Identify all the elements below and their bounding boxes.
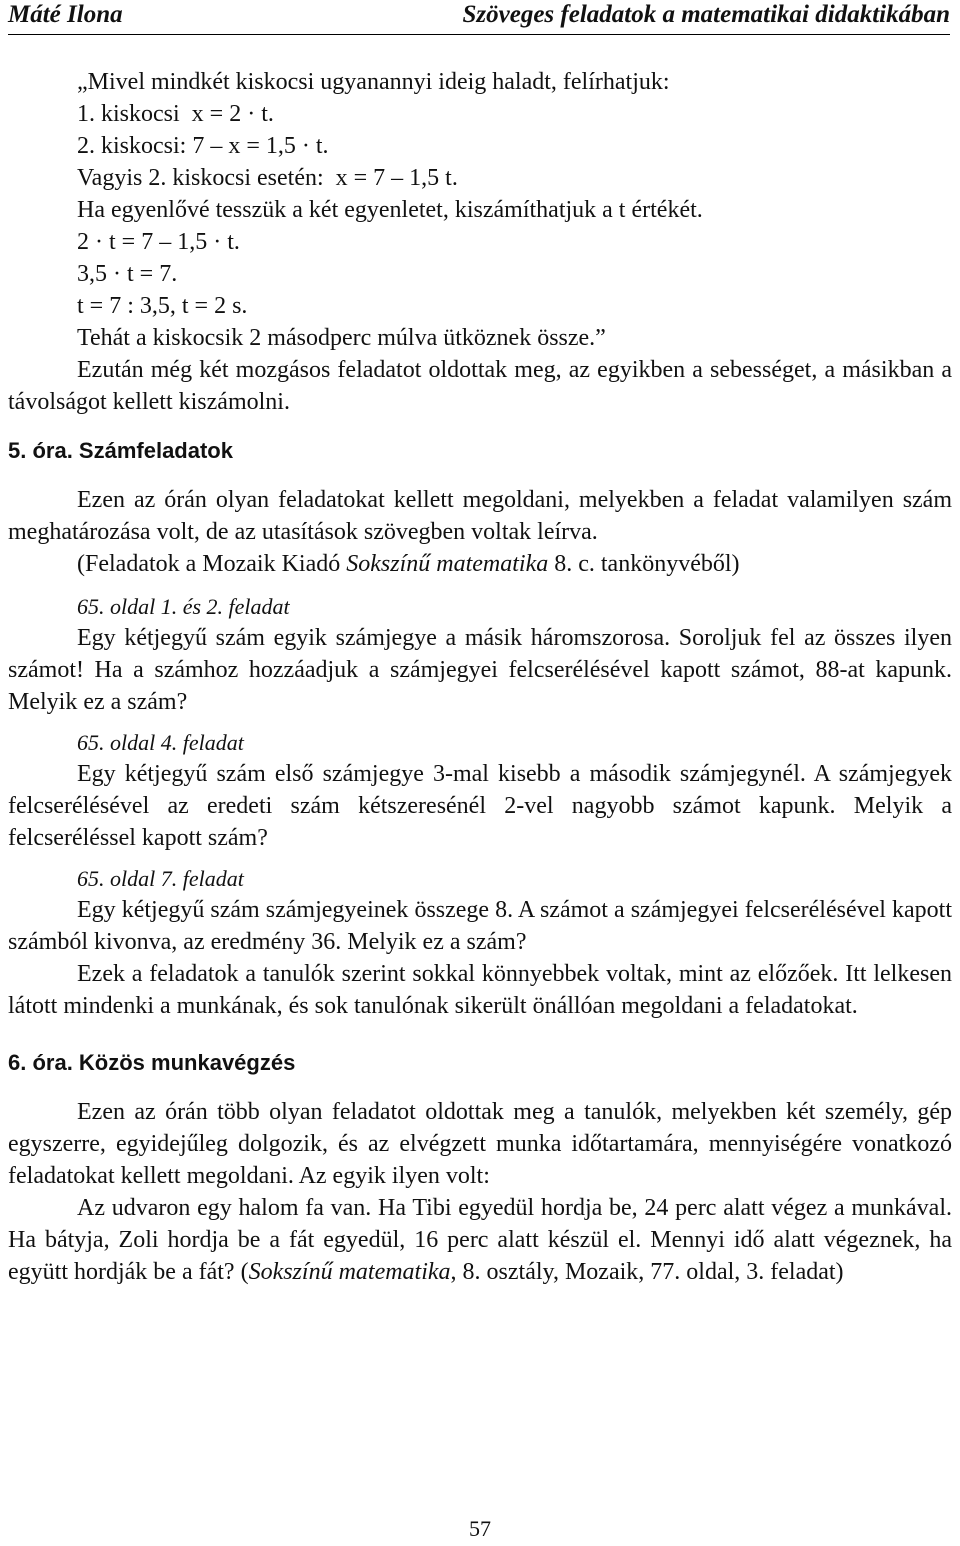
- book-title: Sokszínű matematika: [248, 1259, 451, 1285]
- author-name: Máté Ilona: [8, 1, 123, 28]
- document-title: Szöveges feladatok a matematikai didaktikában: [462, 1, 950, 28]
- section-heading: 5. óra. Számfeladatok: [8, 438, 233, 463]
- page-body: [8, 66, 952, 1288]
- section-heading: 6. óra. Közös munkavégzés: [8, 1050, 296, 1075]
- math-block: [8, 66, 952, 354]
- math-line: Tehát a kiskocsik 2 másodperc múlva ütköznek össze.”: [77, 325, 606, 351]
- math-line: Ha egyenlővé tesszük a két egyenletet, kiszámíthatjuk a t értékét.: [77, 197, 703, 223]
- math-line: 2 · t = 7 – 1,5 · t.: [77, 229, 240, 255]
- task-text: Az udvaron egy halom fa van. Ha Tibi egyedül hordja be, 24 perc alatt végez a munkával. Ha bátyja, Zoli hordja be a fát egyedül, 16 perc alatt készül el. Mennyi idő alatt végeznek, ha együtt hordják be a fát? (Sokszínű matematika, 8. osztály, Mozaik, 77. oldal, 3. feladat): [8, 1195, 952, 1285]
- book-title: Sokszínű matematika: [346, 551, 549, 577]
- math-line: 3,5 · t = 7.: [77, 261, 178, 287]
- source-note: (Feladatok a Mozaik Kiadó Sokszínű matematika 8. c. tankönyvéből): [77, 551, 740, 577]
- paragraph: Ezek a feladatok a tanulók szerint sokkal könnyebbek voltak, mint az előzőek. Itt lelkesen látott mindenki a munkának, és sok tanulónak sikerült önállóan megoldani a feladatokat.: [8, 961, 952, 1019]
- math-line: t = 7 : 3,5, t = 2 s.: [77, 293, 248, 319]
- task-text: Egy kétjegyű szám számjegyeinek összege 8. A számot a számjegyei felcserélésével kapott számból kivonva, az eredmény 36. Melyik ez a szám?: [8, 897, 952, 955]
- paragraph: Ezen az órán olyan feladatokat kellett megoldani, melyekben a feladat valamilyen szám meghatározása volt, de az utasítások szövegben voltak leírva.: [8, 487, 952, 545]
- math-line: „Mivel mindkét kiskocsi ugyanannyi ideig haladt, felírhatjuk:: [77, 69, 670, 95]
- page-header: [8, 0, 950, 35]
- task-reference: 65. oldal 7. feladat: [77, 866, 244, 891]
- math-line: 1. kiskocsi x = 2 · t.: [77, 101, 274, 127]
- task-reference: 65. oldal 1. és 2. feladat: [77, 594, 290, 619]
- task-text: Egy kétjegyű szám első számjegye 3-mal kisebb a második számjegynél. A számjegyek felcserélésével az eredeti szám kétszeresénél 2-vel nagyobb számot kapunk. Melyik a felcseréléssel kapott szám?: [8, 761, 952, 851]
- task-reference: 65. oldal 4. feladat: [77, 730, 244, 755]
- paragraph: Ezen az órán több olyan feladatot oldottak meg a tanulók, melyekben két személy, gép egyszerre, egyidejűleg dolgozik, és az elvégzett munka időtartamára, mennyiségére vonatkozó feladatokat kellett megoldani. Az egyik ilyen volt:: [8, 1099, 952, 1189]
- task-text: Egy kétjegyű szám egyik számjegye a másik háromszorosa. Soroljuk fel az összes ilyen számot! Ha a számhoz hozzáadjuk a számjegyei felcserélésével kapott számot, 88-at kapunk. Melyik ez a szám?: [8, 625, 952, 715]
- page-number: 57: [469, 1516, 491, 1541]
- math-line: 2. kiskocsi: 7 – x = 1,5 · t.: [77, 133, 329, 159]
- paragraph: Ezután még két mozgásos feladatot oldottak meg, az egyikben a sebességet, a másikban a távolságot kellett kiszámolni.: [8, 357, 952, 415]
- math-line: Vagyis 2. kiskocsi esetén: x = 7 – 1,5 t.: [77, 165, 458, 191]
